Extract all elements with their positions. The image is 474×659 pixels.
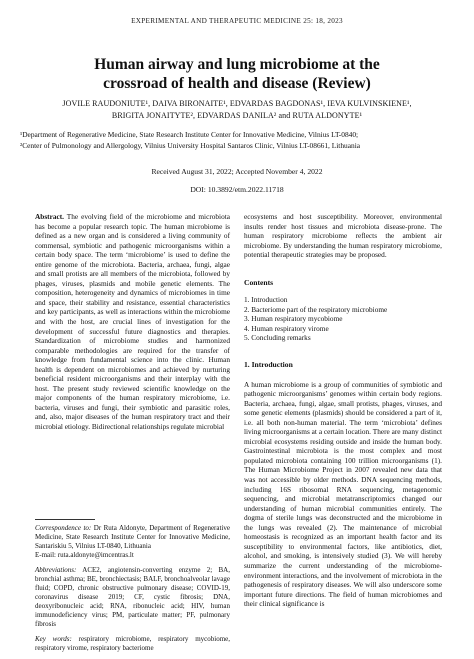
keywords-label: Key words: xyxy=(35,635,72,643)
abbreviations xyxy=(35,566,230,629)
title-line-1: Human airway and lung microbiome at the xyxy=(94,56,380,73)
abbreviations-label: Abbreviations: xyxy=(35,566,77,574)
abstract-label: Abstract. xyxy=(35,212,64,221)
correspondence-email[interactable]: E-mail: ruta.aldonyte@imcentras.lt xyxy=(35,551,134,559)
correspondence-text: Dr Ruta Aldonyte, Department of Regenerative Medicine, State Research Institute Center for Innovative Medicine, Santariskiu 5, Vilnius LT-0840, Lithuania xyxy=(35,524,230,550)
footnote-divider xyxy=(35,519,95,520)
affiliations xyxy=(20,130,454,152)
affiliation-1: ¹Department of Regenerative Medicine, State Research Institute Center for Innovative Medicine, Vilnius LT-0840; xyxy=(20,130,359,139)
contents-heading: Contents xyxy=(244,277,274,287)
left-column xyxy=(35,212,230,432)
table-of-contents xyxy=(244,295,442,343)
right-column xyxy=(244,212,442,609)
introduction-heading: 1. Introduction xyxy=(244,360,293,370)
footnotes xyxy=(35,524,230,659)
abstract-continued: ecosystems and host susceptibility. Moreover, environmental insults render host tissues and microbiota disease-prone. The human respiratory microbiome reflects the ambient air microbiome. By understanding the human respiratory microbiome, potential therapeutic strategies may be proposed. xyxy=(244,212,442,260)
abbreviations-text: ACE2, angiotensin-converting enzyme 2; BA, bronchial asthma; BE, bronchiectasis; BALF, bronchoalveolar lavage fluid; COPD, chronic obstructive pulmonary disease; COVID-19, coronavirus disease 2019; CF, cystic fibrosis; DNA, deoxyribonucleic acid; RNA, ribonucleic acid; HIV, human immunodeficiency virus; PM, particulate matter; PF, pulmonary fibrosis xyxy=(35,566,230,628)
keywords-text: respiratory microbiome, respiratory mycobiome, respiratory virome, respiratory bacteriome xyxy=(35,635,230,652)
toc-item[interactable]: 1. Introduction xyxy=(244,295,288,305)
received-accepted-dates: Received August 31, 2022; Accepted November 4, 2022 xyxy=(151,167,323,176)
keywords xyxy=(35,635,230,653)
abstract-text: The evolving field of the microbiome and microbiota has become a popular research topic. The human microbiome is defined as a new organ and is considered a living community of commensal, symbiotic and pathogenic microorganisms within a certain body space. The term ‘microbiome’ is used to define the entire genome of the microbiota. Bacteria, archaea, fungi, algae and small protists are all members of the microbiota, followed by phages, viruses, plasmids and mobile genetic elements. The composition, heterogeneity and dynamics of microbiomes in time and space, their stability and resistance, essential characteristics and key participants, as well as interactions within the microbiome and with the host, are crucial lines of investigation for the development of successful future diagnostics and therapies. Standardization of microbiome studies and harmonized comparable methodologies are required for the transfer of knowledge from fundamental science into the clinic. Human health is dependent on microbiomes and achieved by nurturing beneficial resident microorganisms and their interplay with the host. The present study reviewed scientific knowledge on the major components of the human respiratory microbiome, i.e. bacteria, viruses and fungi, their symbiotic and parasitic roles, and, also, major diseases of the human respiratory tract and their microbial etiology. Bidirectional relationships regulate microbial xyxy=(35,212,230,432)
introduction-text: A human microbiome is a group of communities of symbiotic and pathogenic microorganisms’ genomes within certain body regions. Bacteria, archaea, fungi, algae, small protists, phages, viruses, and some genetic elements (plasmids) should be considered a part of it, i.e. all both non-human material. The term ‘microbiota’ defines living microorganisms at a certain location. There are many distinct microbial ecosystems residing outside and inside the human body. Gastrointestinal microbiota is the most complex and most populated microbiota containing 100 trillion microorganisms (1). The Human Microbiome Project in 2007 revealed new data that was not accessible by older methods. DNA sequencing methods, including 16S ribosomal RNA sequencing, metagenomic sequencing, and microbial metatranscriptomics changed our understanding of human microbial communities entirely. The dogma of sterile lungs was deconstructed and the microbiome in the lungs was revealed (2). The maintenance of microbial homeostasis is recognized as an important health factor and its susceptibility to environmental factors, like antibiotics, diet, alcohol, and smoking, is intensively studied (3). We will hereby summarize the current understanding of the microbiome-environment interactions, and the involvement of microbiota in the pathogenesis of respiratory diseases. We will also underscore some important future directions. The field of human microbiomes and their clinical significance is xyxy=(244,379,442,609)
correspondence-label: Correspondence to: xyxy=(35,524,92,532)
toc-item[interactable]: 2. Bacteriome part of the respiratory microbiome xyxy=(244,304,388,314)
doi[interactable]: DOI: 10.3892/etm.2022.11718 xyxy=(190,185,284,194)
authors-line-2: BRIGITA JONAITYTE², EDVARDAS DANILA² and RUTA ALDONYTE¹ xyxy=(111,110,363,120)
author-list xyxy=(30,98,444,121)
toc-item[interactable]: 5. Concluding remarks xyxy=(244,333,311,343)
running-head: EXPERIMENTAL AND THERAPEUTIC MEDICINE 25: 18, 2023 xyxy=(131,17,343,25)
correspondence xyxy=(35,524,230,560)
article-title xyxy=(0,55,474,93)
affiliation-2: ²Center of Pulmonology and Allergology, Vilnius University Hospital Santaros Clinic, Vilnius LT-08661, Lithuania xyxy=(20,140,361,150)
authors-line-1: JOVILE RAUDONIUTE¹, DAIVA BIRONAITE¹, EDVARDAS BAGDONAS¹, IEVA KULVINSKIENE¹, xyxy=(62,99,412,108)
toc-item[interactable]: 3. Human respiratory mycobiome xyxy=(244,314,343,324)
abstract xyxy=(35,212,230,432)
toc-item[interactable]: 4. Human respiratory virome xyxy=(244,323,329,333)
title-line-2: crossroad of health and disease (Review) xyxy=(103,75,371,92)
